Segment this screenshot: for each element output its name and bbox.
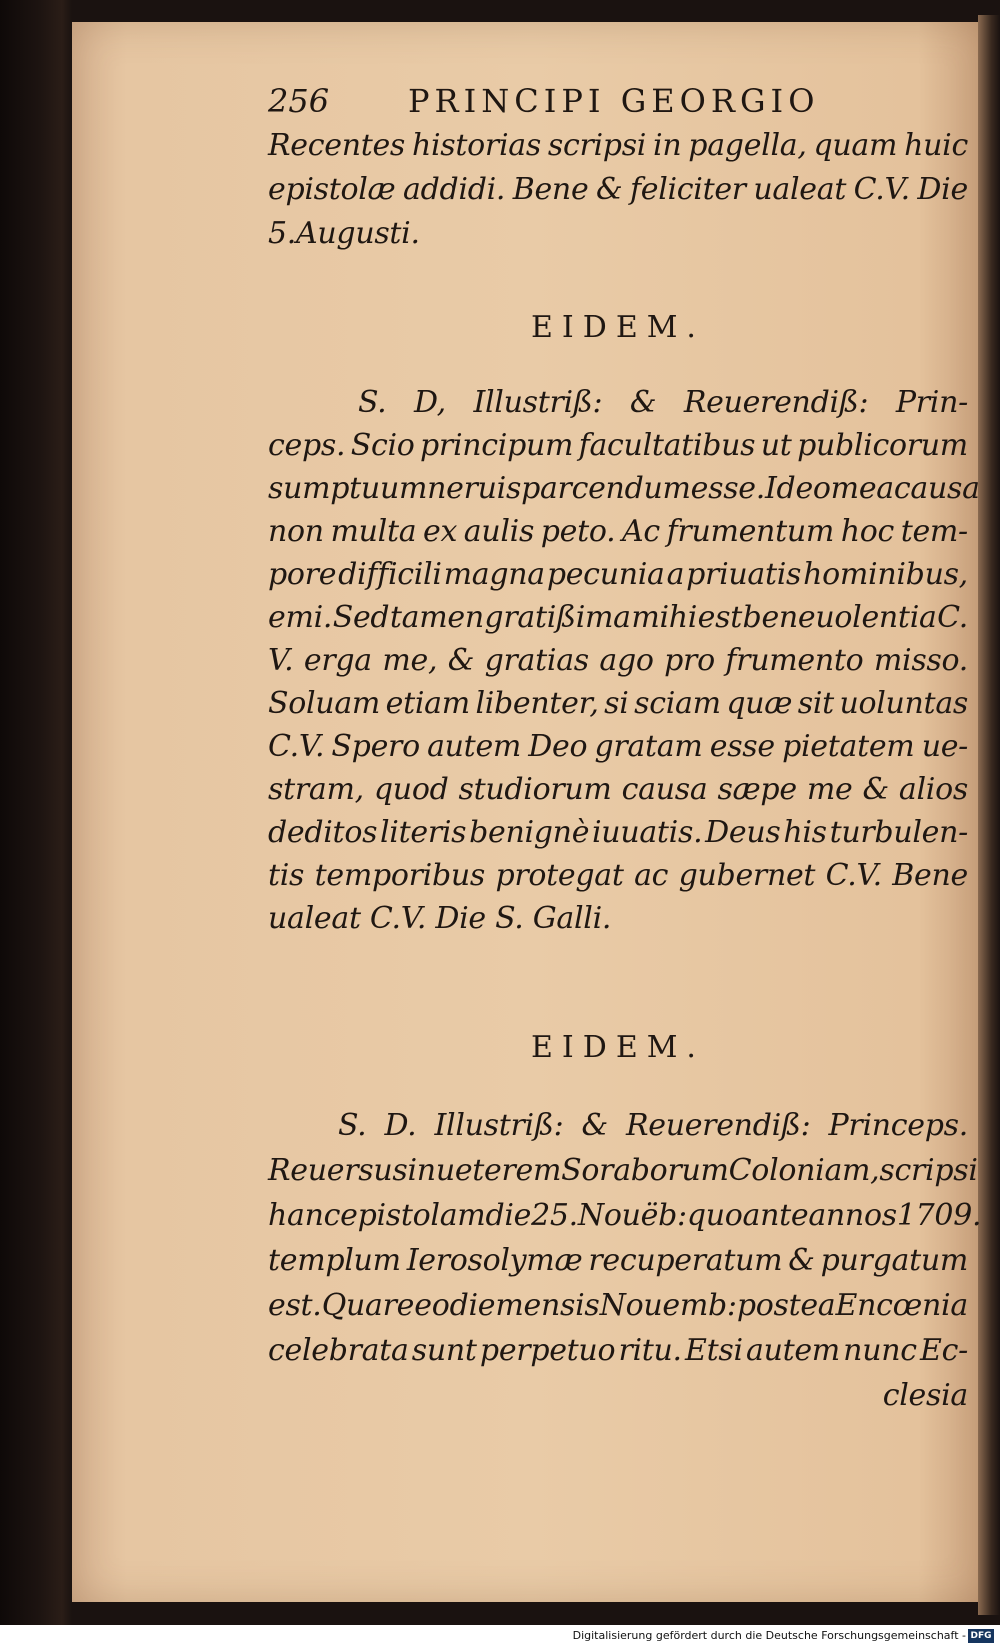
dfg-logo: DFG xyxy=(968,1629,994,1643)
footer-bar xyxy=(0,1625,1000,1648)
word: eo xyxy=(414,1288,450,1323)
word: scripsi xyxy=(547,128,647,163)
word: libenter, xyxy=(475,686,599,721)
word: purgatum xyxy=(820,1243,968,1278)
text-line xyxy=(268,557,968,603)
word: stram, xyxy=(268,772,364,807)
word: hominibus, xyxy=(803,557,968,592)
word: tis xyxy=(268,858,305,893)
word: nunc xyxy=(843,1333,917,1368)
text-line xyxy=(268,600,968,646)
word: sciam xyxy=(634,686,721,721)
word: Encœnia xyxy=(835,1288,968,1323)
word: D, xyxy=(413,385,446,420)
word: frumentum xyxy=(666,514,835,549)
word: mea xyxy=(830,471,894,506)
text-line xyxy=(268,1288,968,1334)
text-line xyxy=(268,385,968,431)
word: sumptuum xyxy=(268,471,428,506)
text-line xyxy=(268,1198,982,1244)
word: ualeat xyxy=(753,172,847,207)
word: & xyxy=(595,172,623,207)
word: & xyxy=(629,385,657,420)
word: ue- xyxy=(921,729,968,764)
word: priuatis xyxy=(686,557,802,592)
word: addidi. xyxy=(403,172,506,207)
text-line xyxy=(268,686,968,732)
word: ante xyxy=(742,1198,809,1233)
word: historias xyxy=(411,128,541,163)
word: studiorum xyxy=(458,772,612,807)
word: pore xyxy=(268,557,337,592)
word: autem xyxy=(745,1333,840,1368)
word: si xyxy=(604,686,629,721)
word: Nouemb: xyxy=(599,1288,737,1323)
word: turbulen- xyxy=(829,815,968,850)
word: Reuerendiß: xyxy=(683,385,869,420)
word: alios xyxy=(898,772,968,807)
word: beneuolentia xyxy=(742,600,937,635)
word: est. xyxy=(268,1288,322,1323)
text-line xyxy=(268,1108,968,1154)
word: Soluam xyxy=(268,686,381,721)
word: Etsi xyxy=(685,1333,743,1368)
word: iuuatis. xyxy=(592,815,703,850)
section-heading-2: EIDEM. xyxy=(531,1030,705,1065)
word: Deus xyxy=(705,815,781,850)
word: gratißima xyxy=(484,600,631,635)
word: tem- xyxy=(900,514,968,549)
word: ex xyxy=(423,514,458,549)
word: Ec- xyxy=(919,1333,968,1368)
word: Ideo xyxy=(765,471,831,506)
word: C.V. xyxy=(268,729,325,764)
word: gubernet xyxy=(678,858,816,893)
word: ago xyxy=(599,643,654,678)
word: templum xyxy=(268,1243,401,1278)
word: causa xyxy=(893,471,980,506)
word: Bene xyxy=(892,858,968,893)
word: ac xyxy=(634,858,669,893)
word: pro xyxy=(664,643,715,678)
word: temporibus xyxy=(314,858,485,893)
word: celebrata xyxy=(268,1333,409,1368)
text-line xyxy=(268,858,968,904)
word: publicorum xyxy=(797,428,968,463)
word: & xyxy=(581,1108,608,1143)
word: mihi xyxy=(631,600,698,635)
word: peto. xyxy=(540,514,616,549)
word: Prin- xyxy=(895,385,968,420)
word: & xyxy=(447,643,475,678)
word: quo xyxy=(686,1198,743,1233)
word: C.V. xyxy=(853,172,910,207)
word: facultatibus xyxy=(578,428,756,463)
word: principum xyxy=(420,428,574,463)
word: benignè xyxy=(469,815,590,850)
word: pecunia xyxy=(546,557,665,592)
word: protegat xyxy=(495,858,624,893)
word: a xyxy=(666,557,685,592)
word: magna xyxy=(443,557,545,592)
funding-credit: Digitalisierung gefördert durch die Deutsche Forschungsgemeinschaft - xyxy=(572,1629,966,1642)
word: Recentes xyxy=(268,128,406,163)
word: ueterem xyxy=(435,1153,562,1188)
word: multa xyxy=(330,514,417,549)
word: in xyxy=(653,128,682,163)
word: Deo xyxy=(528,729,588,764)
word: Die xyxy=(917,172,968,207)
word: in xyxy=(407,1153,436,1188)
word: C. xyxy=(937,600,968,635)
word: Reuersus xyxy=(268,1153,408,1188)
catchword: clesia xyxy=(882,1378,968,1413)
word: gratias xyxy=(484,643,589,678)
word: quæ xyxy=(726,686,793,721)
word: Illustriß: xyxy=(473,385,603,420)
text-line xyxy=(268,172,968,218)
word: pietatem xyxy=(782,729,915,764)
word: tamen xyxy=(389,600,484,635)
word: difficili xyxy=(338,557,442,592)
word: postea xyxy=(736,1288,836,1323)
word: his xyxy=(783,815,827,850)
word: die xyxy=(449,1288,496,1323)
word: Illustriß: xyxy=(434,1108,564,1143)
text-line xyxy=(268,471,980,517)
word: C.V. xyxy=(825,858,882,893)
text-line xyxy=(268,815,968,861)
word: est xyxy=(697,600,742,635)
word: feliciter xyxy=(629,172,746,207)
word: Ac xyxy=(622,514,660,549)
page-header xyxy=(268,82,968,128)
word: ritu. xyxy=(618,1333,682,1368)
word: 1709. xyxy=(896,1198,982,1233)
word: V. xyxy=(268,643,294,678)
word: autem xyxy=(427,729,522,764)
word: die xyxy=(485,1198,532,1233)
word: mensis xyxy=(495,1288,600,1323)
word: non xyxy=(268,514,324,549)
word: Quare xyxy=(321,1288,415,1323)
text-line xyxy=(268,643,968,689)
word: sunt xyxy=(411,1333,477,1368)
word: Reuerendiß: xyxy=(625,1108,811,1143)
word: ut xyxy=(760,428,792,463)
word: deditos xyxy=(268,815,378,850)
word: neruis xyxy=(427,471,522,506)
word: frumento xyxy=(725,643,864,678)
word: uoluntas xyxy=(839,686,968,721)
text-line: ualeat C.V. Die S. Galli. xyxy=(268,901,612,936)
word: sit xyxy=(797,686,834,721)
word: Princeps. xyxy=(828,1108,968,1143)
word: parcendum xyxy=(521,471,691,506)
text-line xyxy=(268,1243,968,1289)
word: quam xyxy=(813,128,898,163)
word: S. xyxy=(338,1108,367,1143)
word: me, xyxy=(382,643,438,678)
section-heading-1: EIDEM. xyxy=(531,310,705,345)
word: annos xyxy=(808,1198,897,1233)
word: 25.Nouëb: xyxy=(531,1198,687,1233)
word: etiam xyxy=(385,686,470,721)
word: aulis xyxy=(463,514,535,549)
word: Spero xyxy=(331,729,420,764)
word: recuperatum xyxy=(588,1243,783,1278)
word: huic xyxy=(904,128,968,163)
word: scripsi xyxy=(879,1153,978,1188)
word: Scio xyxy=(350,428,415,463)
word: causa xyxy=(621,772,708,807)
text-line xyxy=(268,1333,968,1379)
word: Ierosolymæ xyxy=(406,1243,583,1278)
page-number: 256 xyxy=(268,82,330,120)
word: & xyxy=(862,772,889,807)
word: esse xyxy=(709,729,775,764)
word: literis xyxy=(380,815,467,850)
word: D. xyxy=(384,1108,417,1143)
text-line xyxy=(268,128,968,174)
text-line xyxy=(268,514,968,560)
text-line xyxy=(268,729,968,775)
running-title: PRINCIPI GEORGIO xyxy=(408,82,820,120)
word: ceps. xyxy=(268,428,346,463)
word: gratam xyxy=(594,729,703,764)
word: Soraborum xyxy=(561,1153,729,1188)
word: epistolam xyxy=(340,1198,486,1233)
text-line xyxy=(268,772,968,818)
word: hanc xyxy=(268,1198,341,1233)
word: quod xyxy=(373,772,449,807)
page-edge xyxy=(978,15,1000,1615)
word: hoc xyxy=(840,514,894,549)
word: erga xyxy=(303,643,372,678)
word: pagella, xyxy=(688,128,807,163)
word: epistolæ xyxy=(268,172,396,207)
text-line xyxy=(268,1153,978,1199)
word: me xyxy=(806,772,853,807)
text-line xyxy=(268,428,968,474)
word: sæpe xyxy=(717,772,797,807)
word: emi. xyxy=(268,600,333,635)
word: esse. xyxy=(690,471,765,506)
text-line: 5.Augusti. xyxy=(268,216,420,251)
word: Bene xyxy=(512,172,589,207)
word: S. xyxy=(358,385,387,420)
word: Coloniam, xyxy=(728,1153,880,1188)
word: Sed xyxy=(332,600,390,635)
word: misso. xyxy=(873,643,968,678)
word: & xyxy=(788,1243,815,1278)
word: perpetuo xyxy=(479,1333,616,1368)
